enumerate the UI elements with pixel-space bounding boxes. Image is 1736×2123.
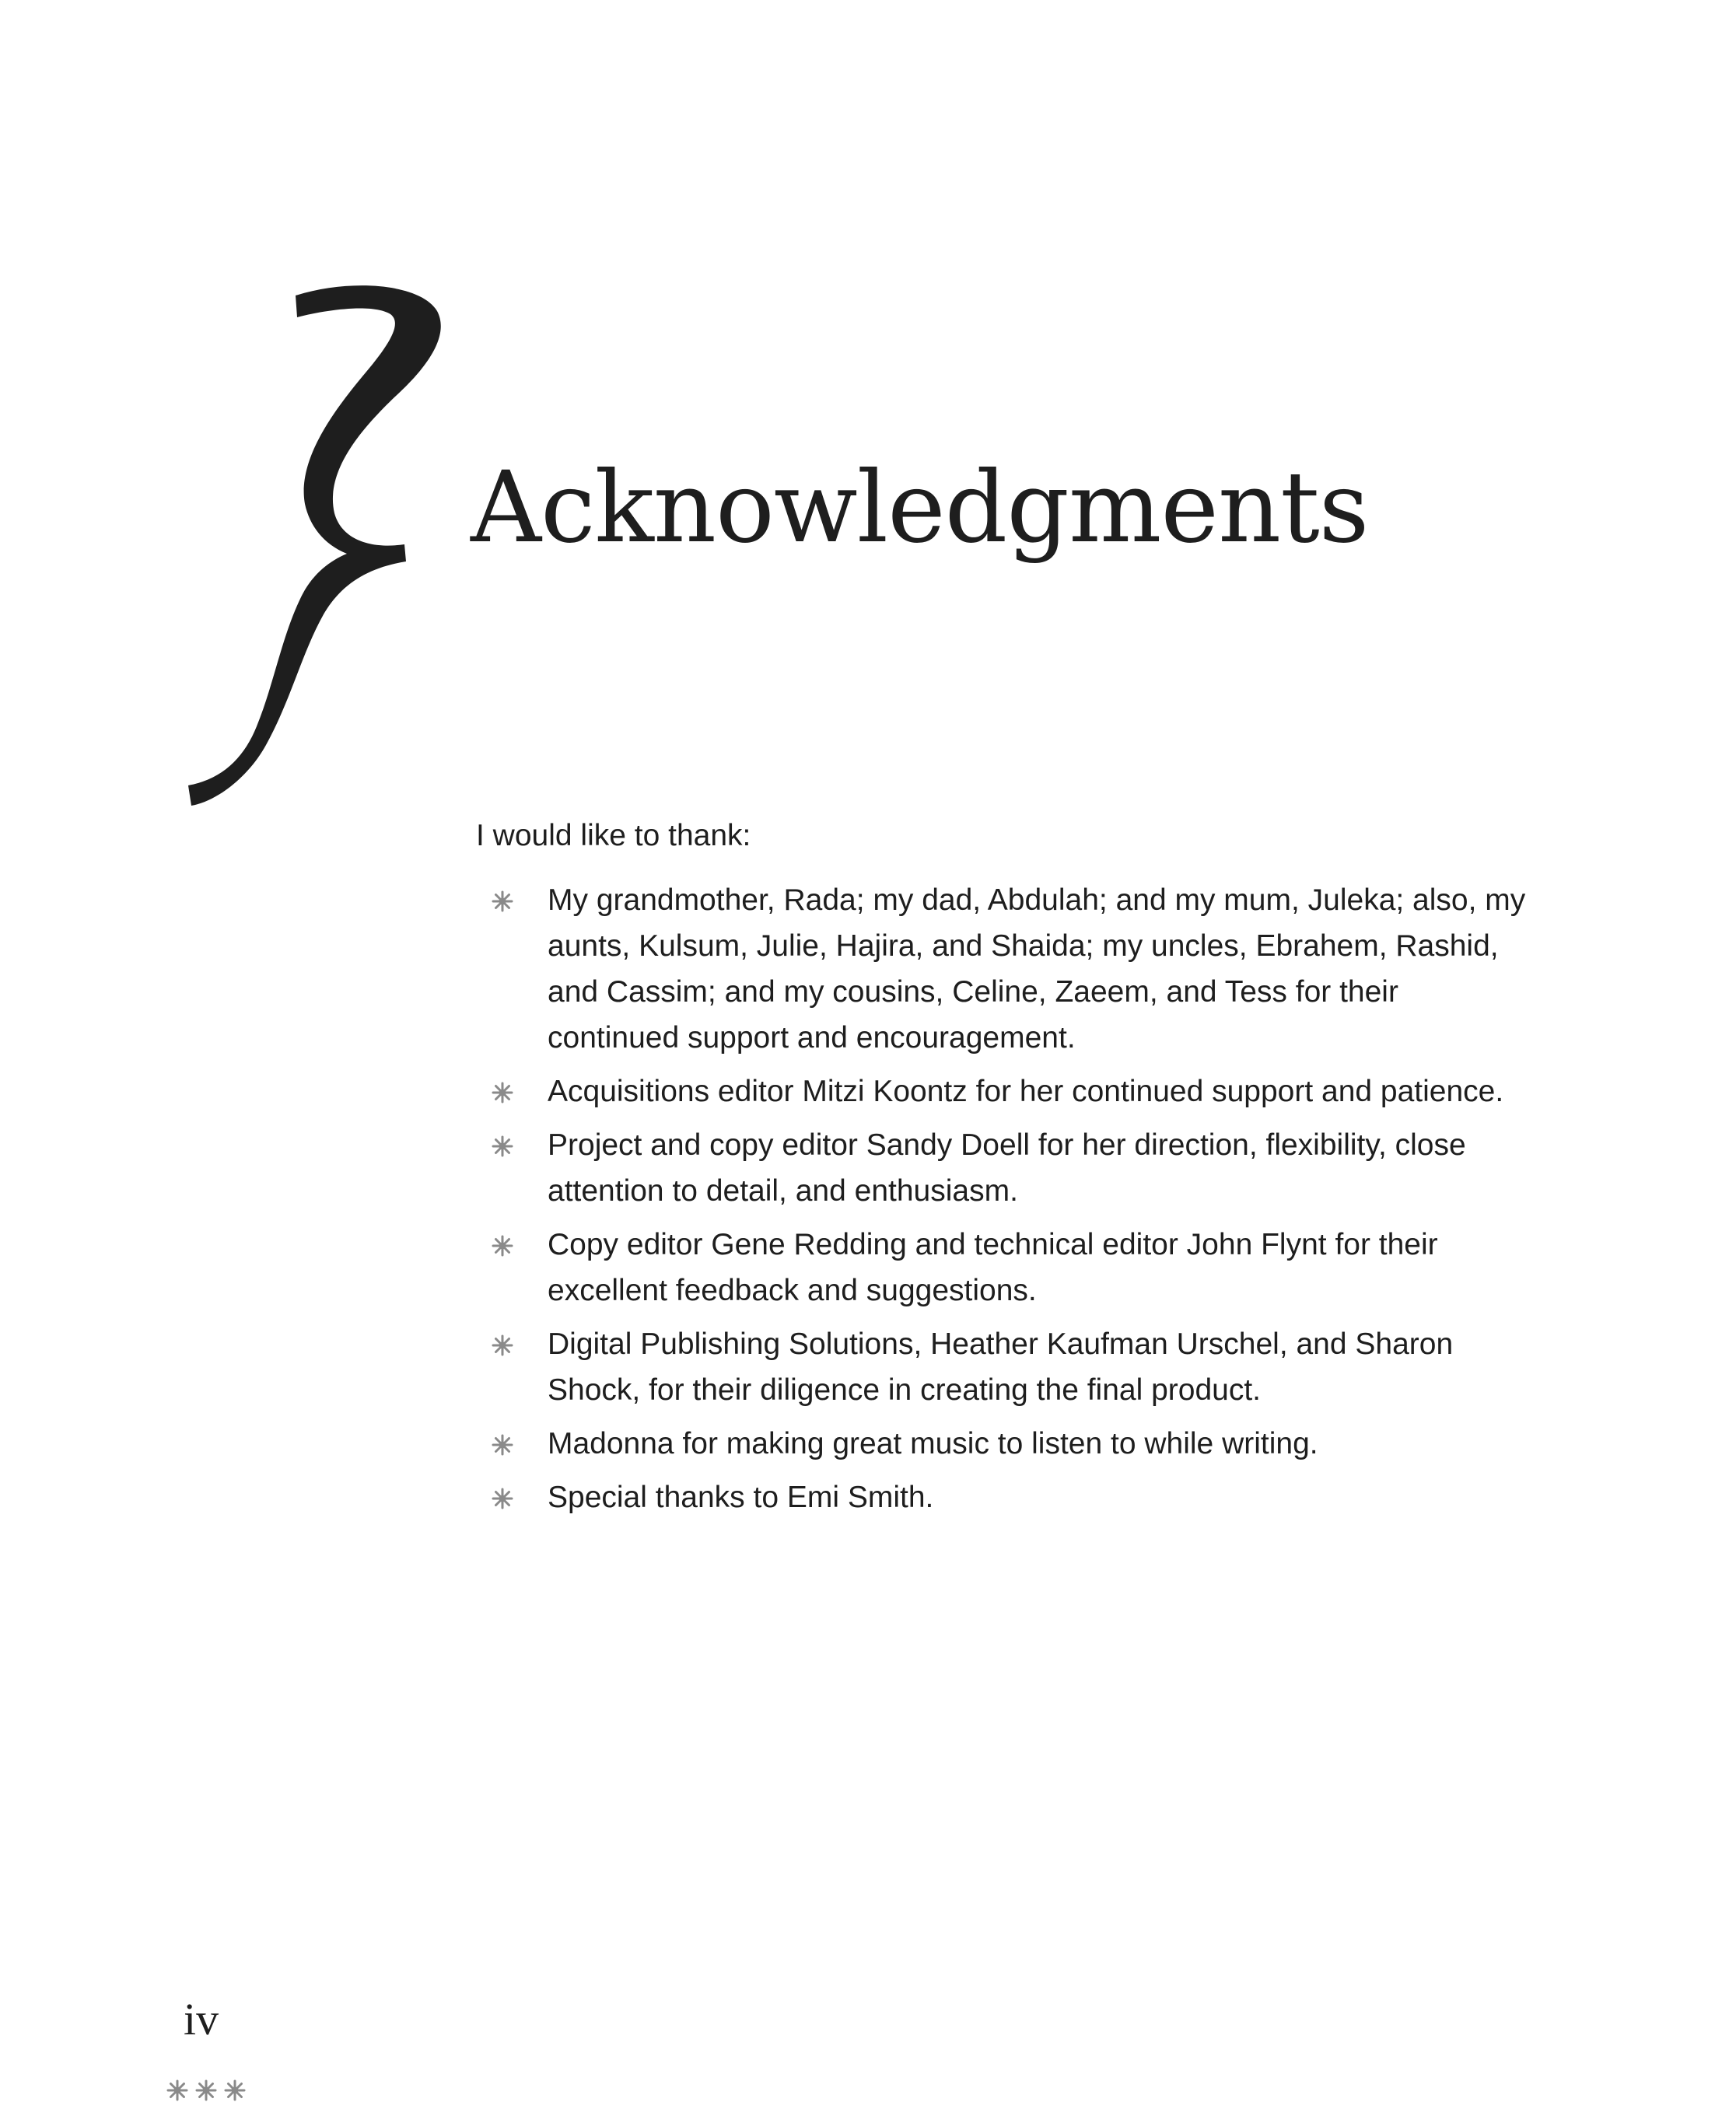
page-number: iv — [184, 1994, 219, 2044]
list-item-text: Project and copy editor Sandy Doell for her direction, flexibility, close attention to detail, and enthusiasm. — [548, 1128, 1466, 1208]
list-item-text: My grandmother, Rada; my dad, Abdulah; and my mum, Juleka; also, my aunts, Kulsum, Julie, Hajira, and Shaida; my uncles, Ebrahem, Rashid, and Cassim; and my cousins, Celine, Zaeem, and Tess for their continued support and encouragement. — [548, 883, 1526, 1055]
intro-text: I would like to thank: — [476, 819, 751, 852]
list-item — [492, 1321, 1534, 1413]
list-item-text: Special thanks to Emi Smith. — [548, 1481, 934, 1514]
list-item — [492, 1421, 1534, 1467]
acknowledgments-list — [492, 877, 1534, 1528]
flower-bullet-icon — [492, 890, 513, 912]
curly-brace-ornament-icon — [187, 280, 451, 824]
list-item-text: Copy editor Gene Redding and technical editor John Flynt for their excellent feedback and suggestions. — [548, 1228, 1438, 1307]
flower-bullet-icon — [492, 1434, 513, 1456]
list-item — [492, 1474, 1534, 1520]
flower-bullet-icon — [492, 1135, 513, 1157]
list-item-text: Acquisitions editor Mitzi Koontz for her continued support and patience. — [548, 1075, 1504, 1108]
three-flower-ornaments-icon — [163, 2076, 249, 2104]
flower-bullet-icon — [492, 1235, 513, 1257]
list-item-text: Digital Publishing Solutions, Heather Kaufman Urschel, and Sharon Shock, for their diligence in creating the final product. — [548, 1327, 1454, 1407]
list-item — [492, 877, 1534, 1061]
flower-bullet-icon — [492, 1334, 513, 1356]
list-item — [492, 1222, 1534, 1313]
flower-bullet-icon — [492, 1488, 513, 1509]
flower-bullet-icon — [492, 1082, 513, 1103]
chapter-title: Acknowledgments — [471, 450, 1369, 565]
list-item — [492, 1068, 1534, 1114]
list-item-text: Madonna for making great music to listen to while writing. — [548, 1427, 1318, 1460]
list-item — [492, 1122, 1534, 1214]
